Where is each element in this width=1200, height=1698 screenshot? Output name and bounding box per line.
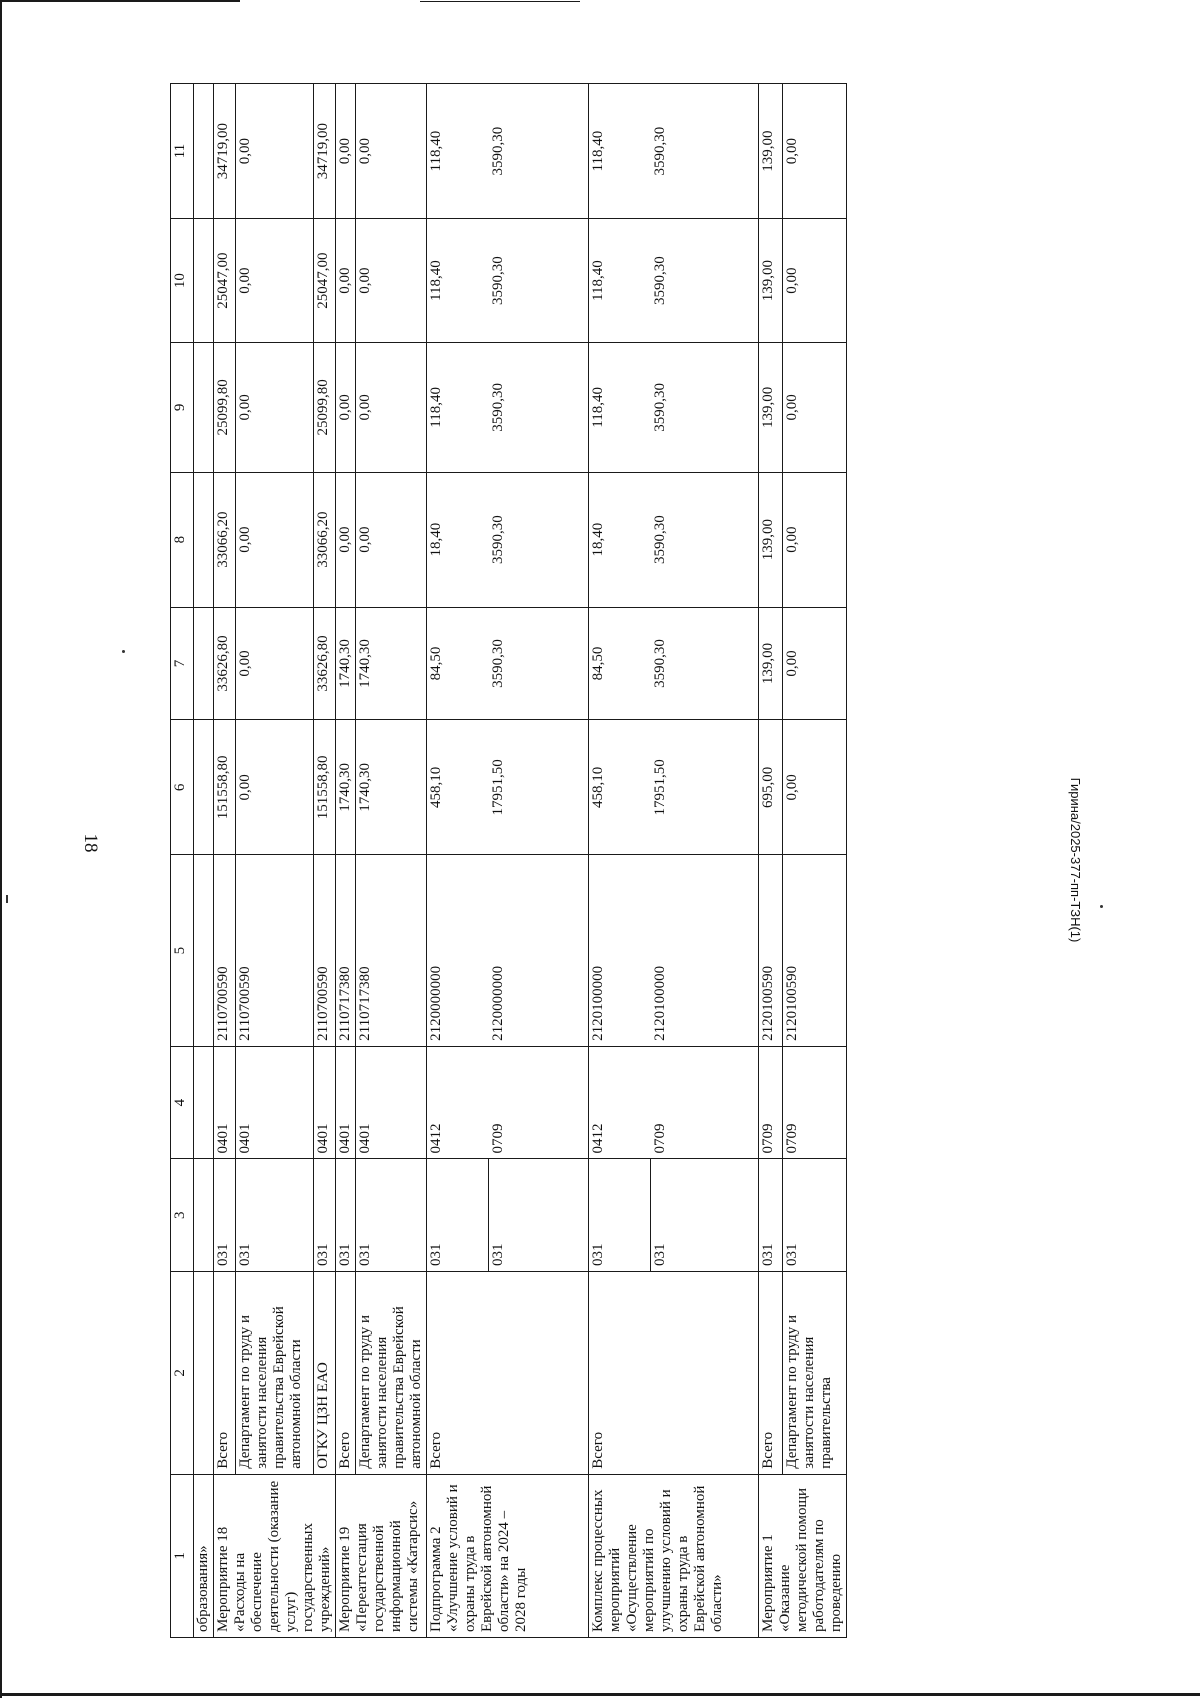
value-cell: 2110700590 (214, 855, 236, 1046)
value-cell: 139,00 (759, 472, 783, 607)
value-cell: 2120100590 (759, 855, 783, 1046)
value-cell: 0401 (214, 1046, 236, 1159)
value-cell: 0,00 (782, 219, 846, 343)
value-cell: 0709 (651, 1046, 759, 1159)
value-cell: 0,00 (356, 219, 427, 343)
empty-cell (194, 219, 214, 343)
table-row (589, 84, 651, 1638)
value-cell: 0,00 (235, 720, 313, 855)
value-cell: 0,00 (336, 472, 356, 607)
executor-cell: Департамент по труду и занятости населения правительства Еврейской автономной области (235, 1272, 313, 1475)
value-cell: 2120100000 (589, 855, 651, 1046)
empty-cell (194, 472, 214, 607)
column-number-cell: 11 (171, 84, 194, 219)
executor-cell: ОГКУ ЦЗН ЕАО (314, 1272, 336, 1475)
value-cell: 031 (314, 1159, 336, 1272)
value-cell: 139,00 (759, 343, 783, 473)
scan-edge-left (0, 0, 2, 1698)
value-cell: 18,40 (427, 472, 489, 607)
value-cell: 151558,80 (314, 720, 336, 855)
value-cell: 1740,30 (356, 607, 427, 720)
page-number: 18 (80, 833, 101, 853)
value-cell: 25099,80 (214, 343, 236, 473)
value-cell: 2120100000 (651, 855, 759, 1046)
value-cell: 0401 (314, 1046, 336, 1159)
value-cell: 0,00 (235, 472, 313, 607)
complex-title: Комплекс процессных мероприятий «Осуществление мероприятий по улучшению условий и охраны труда в Еврейской автономной области» (589, 1474, 759, 1637)
value-cell: 0,00 (782, 84, 846, 219)
value-cell: 151558,80 (214, 720, 236, 855)
scan-speck (122, 650, 125, 653)
value-cell: 031 (214, 1159, 236, 1272)
column-number-cell: 4 (171, 1046, 194, 1159)
value-cell: 0,00 (235, 343, 313, 473)
value-cell: 3590,30 (651, 607, 759, 720)
value-cell: 118,40 (427, 219, 489, 343)
value-cell: 3590,30 (651, 472, 759, 607)
value-cell: 1740,30 (336, 720, 356, 855)
executor-cell: Департамент по труду и занятости населения правительства Еврейской автономной области (356, 1272, 427, 1475)
value-cell: 031 (589, 1159, 651, 1272)
value-cell: 2120000000 (427, 855, 489, 1046)
value-cell: 118,40 (589, 343, 651, 473)
column-number-cell: 8 (171, 472, 194, 607)
value-cell: 33066,20 (314, 472, 336, 607)
value-cell: 25047,00 (214, 219, 236, 343)
value-cell: 17951,50 (489, 720, 589, 855)
value-cell: 0,00 (782, 343, 846, 473)
column-number-cell: 10 (171, 219, 194, 343)
table-row (782, 84, 846, 1638)
empty-cell (194, 1159, 214, 1272)
value-cell: 0,00 (356, 472, 427, 607)
value-cell: 3590,30 (651, 343, 759, 473)
value-cell: 031 (759, 1159, 783, 1272)
value-cell: 031 (651, 1159, 759, 1272)
value-cell: 2120100590 (782, 855, 846, 1046)
value-cell: 139,00 (759, 607, 783, 720)
executor-cell: Всего (759, 1272, 783, 1475)
value-cell: 3590,30 (489, 84, 589, 219)
value-cell: 0412 (589, 1046, 651, 1159)
column-number-cell: 9 (171, 343, 194, 473)
value-cell: 031 (782, 1159, 846, 1272)
table-row (427, 84, 489, 1638)
value-cell: 0,00 (782, 472, 846, 607)
carry-over-row (194, 84, 214, 1638)
value-cell: 17951,50 (651, 720, 759, 855)
table-row (356, 84, 427, 1638)
empty-cell (194, 720, 214, 855)
value-cell: 2120000000 (489, 855, 589, 1046)
value-cell: 0709 (782, 1046, 846, 1159)
column-number-cell: 1 (171, 1474, 194, 1637)
value-cell: 0,00 (356, 84, 427, 219)
scan-speck (1100, 905, 1103, 908)
value-cell: 25047,00 (314, 219, 336, 343)
value-cell: 34719,00 (214, 84, 236, 219)
value-cell: 0,00 (356, 343, 427, 473)
value-cell: 0412 (427, 1046, 489, 1159)
value-cell: 0,00 (336, 219, 356, 343)
empty-cell (194, 607, 214, 720)
value-cell: 3590,30 (651, 84, 759, 219)
subprogram-title: Подпрограмма 2 «Улучшение условий и охраны труда в Еврейской автономной области» на 2024 – 2028 годы (427, 1474, 589, 1637)
value-cell: 118,40 (427, 343, 489, 473)
value-cell: 031 (489, 1159, 589, 1272)
value-cell: 139,00 (759, 84, 783, 219)
value-cell: 0709 (759, 1046, 783, 1159)
rotated-table-container (170, 83, 1050, 1638)
table-row (759, 84, 783, 1638)
measure-title: Мероприятие 18 «Расходы на обеспечение деятельности (оказание услуг) государственных учреждений» (214, 1474, 336, 1637)
value-cell: 139,00 (759, 219, 783, 343)
value-cell: 118,40 (427, 84, 489, 219)
value-cell: 118,40 (589, 84, 651, 219)
executor-cell: Департамент по труду и занятости населения правительства (782, 1272, 846, 1475)
document-code: Гирина/2025-377-пп-ТЗН(1) (1068, 777, 1083, 943)
column-number-cell: 5 (171, 855, 194, 1046)
value-cell: 34719,00 (314, 84, 336, 219)
value-cell: 458,10 (427, 720, 489, 855)
value-cell: 3590,30 (489, 343, 589, 473)
value-cell: 118,40 (589, 219, 651, 343)
value-cell: 84,50 (589, 607, 651, 720)
empty-cell (194, 855, 214, 1046)
column-number-cell: 6 (171, 720, 194, 855)
value-cell: 1740,30 (356, 720, 427, 855)
value-cell: 18,40 (589, 472, 651, 607)
value-cell: 0709 (489, 1046, 589, 1159)
value-cell: 33626,80 (214, 607, 236, 720)
empty-cell (194, 343, 214, 473)
empty-cell (194, 84, 214, 219)
table-row (336, 84, 356, 1638)
value-cell: 0,00 (235, 84, 313, 219)
value-cell: 25099,80 (314, 343, 336, 473)
table-row (235, 84, 313, 1638)
value-cell: 3590,30 (651, 219, 759, 343)
value-cell: 1740,30 (336, 607, 356, 720)
table-row (314, 84, 336, 1638)
value-cell: 0401 (235, 1046, 313, 1159)
carry-over-text: образования» (194, 1474, 214, 1637)
value-cell: 33626,80 (314, 607, 336, 720)
measure-title: Мероприятие 1 «Оказание методической помощи работодателям по проведению (759, 1474, 847, 1637)
value-cell: 0,00 (782, 720, 846, 855)
value-cell: 0,00 (235, 607, 313, 720)
scan-speck (6, 895, 8, 903)
value-cell: 3590,30 (489, 219, 589, 343)
value-cell: 2110700590 (235, 855, 313, 1046)
empty-cell (194, 1046, 214, 1159)
empty-cell (194, 1272, 214, 1475)
scan-edge-bottom (0, 1693, 1200, 1696)
column-number-cell: 7 (171, 607, 194, 720)
value-cell: 0,00 (336, 84, 356, 219)
budget-table (170, 83, 847, 1638)
value-cell: 0,00 (336, 343, 356, 473)
executor-cell: Всего (589, 1272, 759, 1475)
value-cell: 0,00 (782, 607, 846, 720)
scan-edge-top-right (420, 1, 580, 2)
value-cell: 695,00 (759, 720, 783, 855)
value-cell: 3590,30 (489, 472, 589, 607)
table-row (214, 84, 236, 1638)
executor-cell: Всего (427, 1272, 589, 1475)
column-number-cell: 3 (171, 1159, 194, 1272)
column-number-row (171, 84, 194, 1638)
value-cell: 031 (427, 1159, 489, 1272)
column-number-cell: 2 (171, 1272, 194, 1475)
value-cell: 33066,20 (214, 472, 236, 607)
executor-cell: Всего (214, 1272, 236, 1475)
value-cell: 2110700590 (314, 855, 336, 1046)
measure-title: Мероприятие 19 «Переаттестация государственной информационной системы «Катарсис» (336, 1474, 427, 1637)
value-cell: 0,00 (235, 219, 313, 343)
value-cell: 031 (356, 1159, 427, 1272)
value-cell: 031 (336, 1159, 356, 1272)
value-cell: 458,10 (589, 720, 651, 855)
value-cell: 2110717380 (356, 855, 427, 1046)
scan-edge-top (0, 0, 240, 2)
value-cell: 031 (235, 1159, 313, 1272)
value-cell: 2110717380 (336, 855, 356, 1046)
value-cell: 0401 (356, 1046, 427, 1159)
executor-cell: Всего (336, 1272, 356, 1475)
value-cell: 0401 (336, 1046, 356, 1159)
value-cell: 84,50 (427, 607, 489, 720)
value-cell: 3590,30 (489, 607, 589, 720)
